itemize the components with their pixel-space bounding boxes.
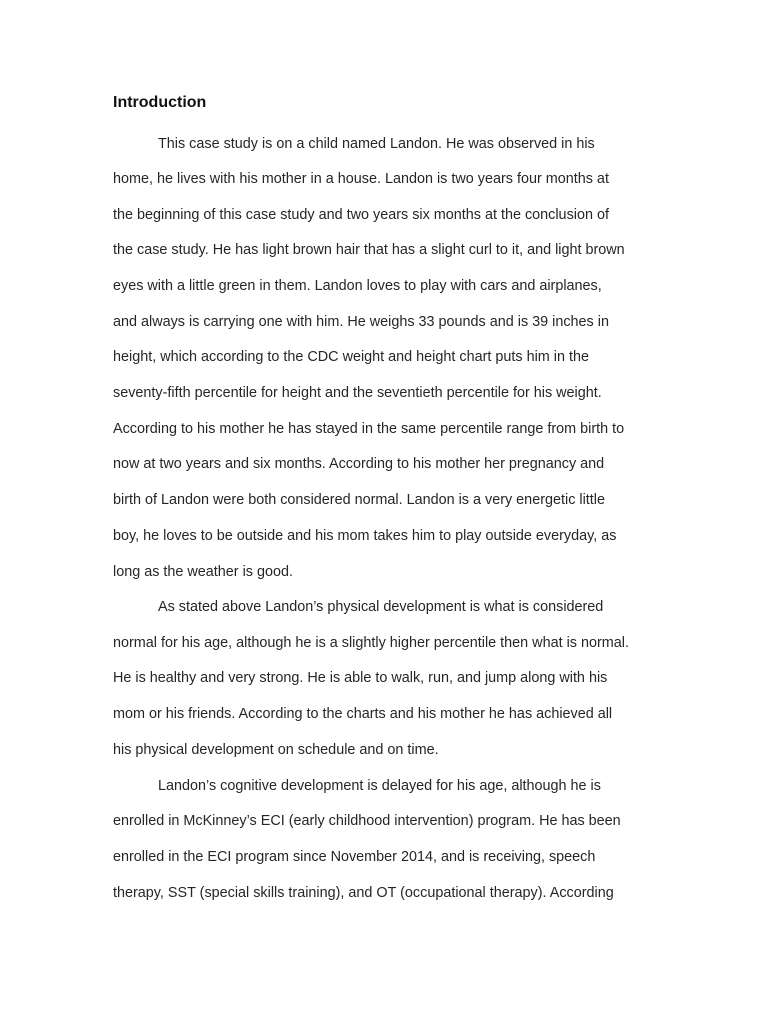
paragraph-line: and always is carrying one with him. He weighs 33 pounds and is 39 inches in bbox=[113, 314, 609, 330]
paragraph-line: birth of Landon were both considered normal. Landon is a very energetic little bbox=[113, 492, 605, 508]
paragraph-line: therapy, SST (special skills training), and OT (occupational therapy). According bbox=[113, 885, 614, 901]
paragraph-line: long as the weather is good. bbox=[113, 564, 294, 580]
paragraph-line: home, he lives with his mother in a house. Landon is two years four months at bbox=[113, 171, 609, 187]
paragraph-line: now at two years and six months. According to his mother her pregnancy and bbox=[113, 456, 605, 472]
paragraph-line: the beginning of this case study and two years six months at the conclusion of bbox=[113, 207, 609, 223]
paragraph-line: This case study is on a child named Landon. He was observed in his bbox=[158, 136, 595, 152]
paragraph-line: seventy-fifth percentile for height and the seventieth percentile for his weight. bbox=[113, 385, 602, 401]
paragraph-line: As stated above Landon’s physical development is what is considered bbox=[158, 599, 604, 615]
paragraph-line: eyes with a little green in them. Landon loves to play with cars and airplanes, bbox=[113, 278, 602, 294]
paragraph-line: enrolled in the ECI program since November 2014, and is receiving, speech bbox=[113, 849, 596, 865]
paragraph-line: normal for his age, although he is a slightly higher percentile then what is normal. bbox=[113, 635, 629, 651]
paragraph-line: Landon’s cognitive development is delayed for his age, although he is bbox=[158, 778, 601, 794]
section-heading: Introduction bbox=[113, 94, 207, 111]
paragraph-line: He is healthy and very strong. He is able to walk, run, and jump along with his bbox=[113, 670, 608, 686]
paragraph-line: boy, he loves to be outside and his mom takes him to play outside everyday, as bbox=[113, 528, 617, 544]
paragraph-line: According to his mother he has stayed in the same percentile range from birth to bbox=[113, 421, 625, 437]
paragraph-line: mom or his friends. According to the charts and his mother he has achieved all bbox=[113, 706, 613, 722]
paragraph-line: the case study. He has light brown hair that has a slight curl to it, and light brown bbox=[113, 242, 625, 258]
paragraph-line: enrolled in McKinney’s ECI (early childhood intervention) program. He has been bbox=[113, 813, 621, 829]
paragraph-line: his physical development on schedule and on time. bbox=[113, 742, 439, 758]
paragraph-line: height, which according to the CDC weight and height chart puts him in the bbox=[113, 349, 589, 365]
